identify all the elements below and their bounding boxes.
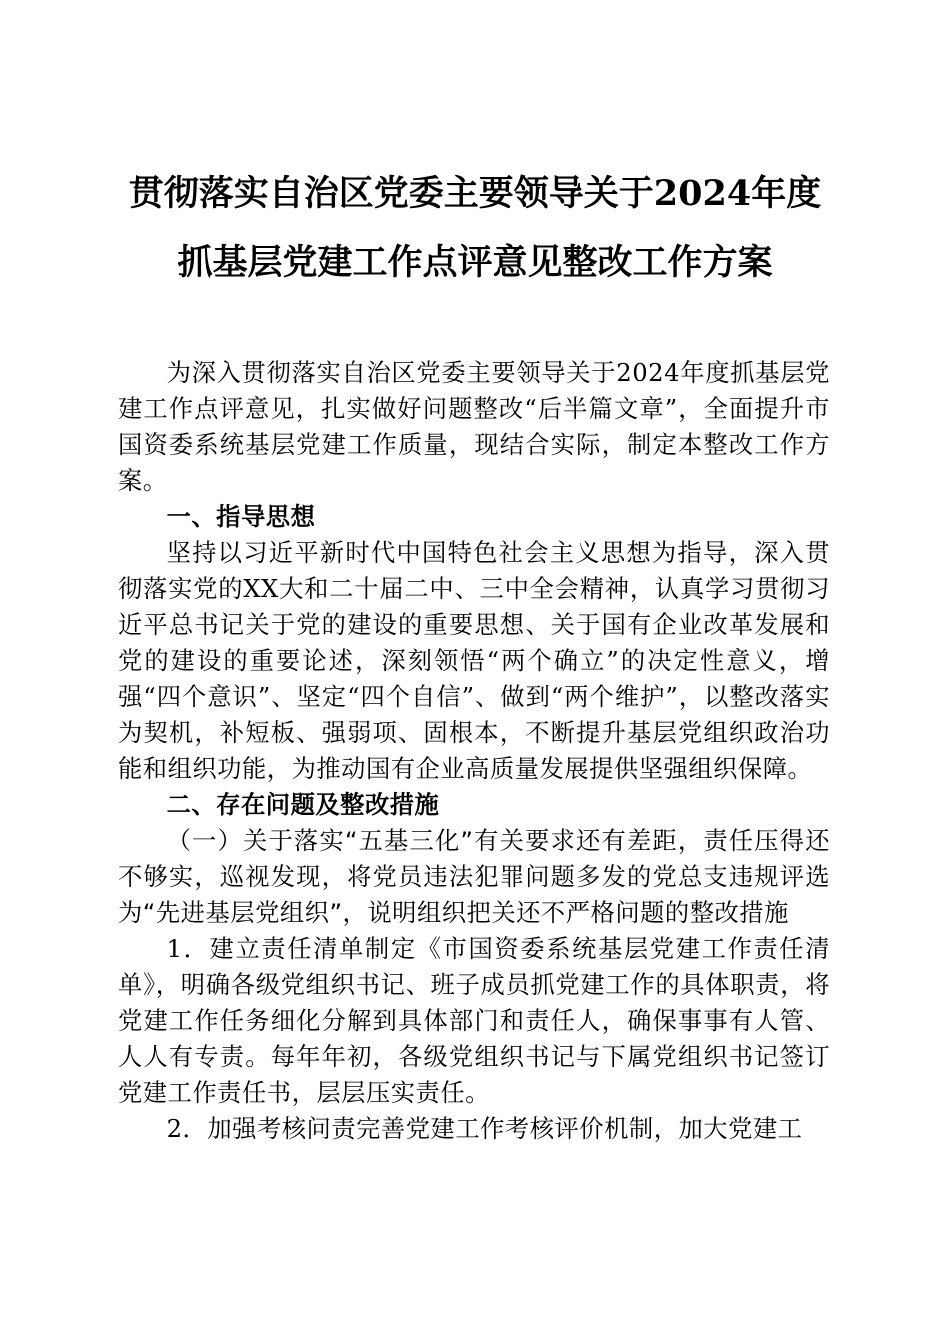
title-line-2: 抓基层党建工作点评意见整改工作方案	[177, 242, 773, 283]
guiding-thought-paragraph: 坚持以习近平新时代中国特色社会主义思想为指导，深入贯彻落实党的XX大和二十届二中、三中全会精神，认真学习贯彻习近平总书记关于党的建设的重要思想、关于国有企业改革发展和党的建设的重要论述，深刻领悟“两个确立”的决定性意义，增强“四个意识”、坚定“四个自信”、做到“两个维护”，以整改落实为契机，补短板、强弱项、固根本，不断提升基层党组织政治功能和组织功能，为推动国有企业高质量发展提供坚强组织保障。	[118, 538, 830, 783]
measure-1-paragraph: 1．建立责任清单制定《市国资委系统基层党建工作责任清单》，明确各级党组织书记、班子成员抓党建工作的具体职责，将党建工作任务细化分解到具体部门和责任人，确保事事有人管、人人有专责。每年年初，各级党组织书记与下属党组织书记签订党建工作责任书，层层压实责任。	[118, 934, 830, 1107]
title-line-1: 贯彻落实自治区党委主要领导关于2024年度	[128, 173, 822, 214]
intro-paragraph: 为深入贯彻落实自治区党委主要领导关于2024年度抓基层党建工作点评意见，扎实做好问题整改“后半篇文章”，全面提升市国资委系统基层党建工作质量，现结合实际，制定本整改工作方案。	[118, 358, 830, 495]
subsection-heading-1: （一）关于落实“五基三化”有关要求还有差距，责任压得还不够实，巡视发现，将党员违法犯罪问题多发的党总支违规评选为“先进基层党组织”，说明组织把关还不严格问题的整改措施	[118, 826, 830, 927]
section-heading-guiding-thought: 一、指导思想	[166, 502, 316, 531]
document-title	[100, 170, 850, 308]
measure-2-paragraph: 2．加强考核问责完善党建工作考核评价机制，加大党建工	[166, 1114, 803, 1143]
document-body	[118, 355, 830, 1147]
section-heading-problems-and-measures: 二、存在问题及整改措施	[166, 790, 440, 819]
